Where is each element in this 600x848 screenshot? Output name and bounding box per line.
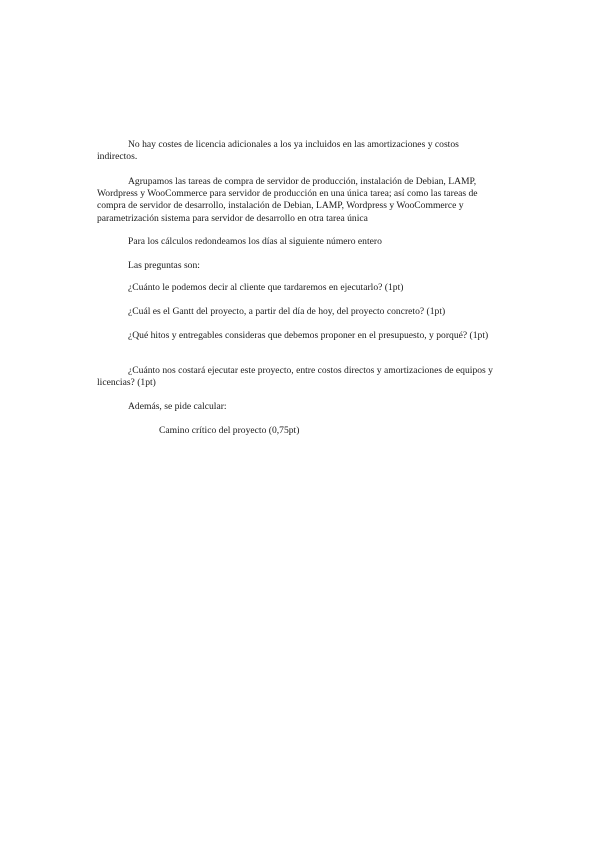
paragraph-license-costs: No hay costes de licencia adicionales a los ya incluidos en las amortizaciones y costos indirectos. bbox=[97, 139, 459, 163]
item-critical-path: Camino crítico del proyecto (0,75pt) bbox=[159, 425, 300, 436]
paragraph-questions-intro: Las preguntas son: bbox=[128, 260, 200, 271]
question-cost: ¿Cuánto nos costará ejecutar este proyecto, entre costos directos y amortizaciones de equipos y licencias? (1pt) bbox=[97, 365, 493, 389]
question-gantt: ¿Cuál es el Gantt del proyecto, a partir del día de hoy, del proyecto concreto? (1pt) bbox=[128, 306, 446, 317]
question-duration: ¿Cuánto le podemos decir al cliente que tardaremos en ejecutarlo? (1pt) bbox=[128, 282, 404, 293]
paragraph-task-grouping: Agrupamos las tareas de compra de servidor de producción, instalación de Debian, LAMP, Wordpress y WooCommerce para servidor de producción en una única tarea; así como las tareas de compra de servidor de desarrollo, instalación de Debian, LAMP, Wordpress y WooCommerce y parametrización sistema para servidor de desarrollo en otra tarea única bbox=[97, 176, 478, 224]
paragraph-rounding: Para los cálculos redondeamos los días al siguiente número entero bbox=[128, 236, 382, 247]
paragraph-also-calculate: Además, se pide calcular: bbox=[128, 401, 227, 412]
question-milestones: ¿Qué hitos y entregables consideras que debemos proponer en el presupuesto, y porqué? (1pt) bbox=[128, 330, 489, 341]
